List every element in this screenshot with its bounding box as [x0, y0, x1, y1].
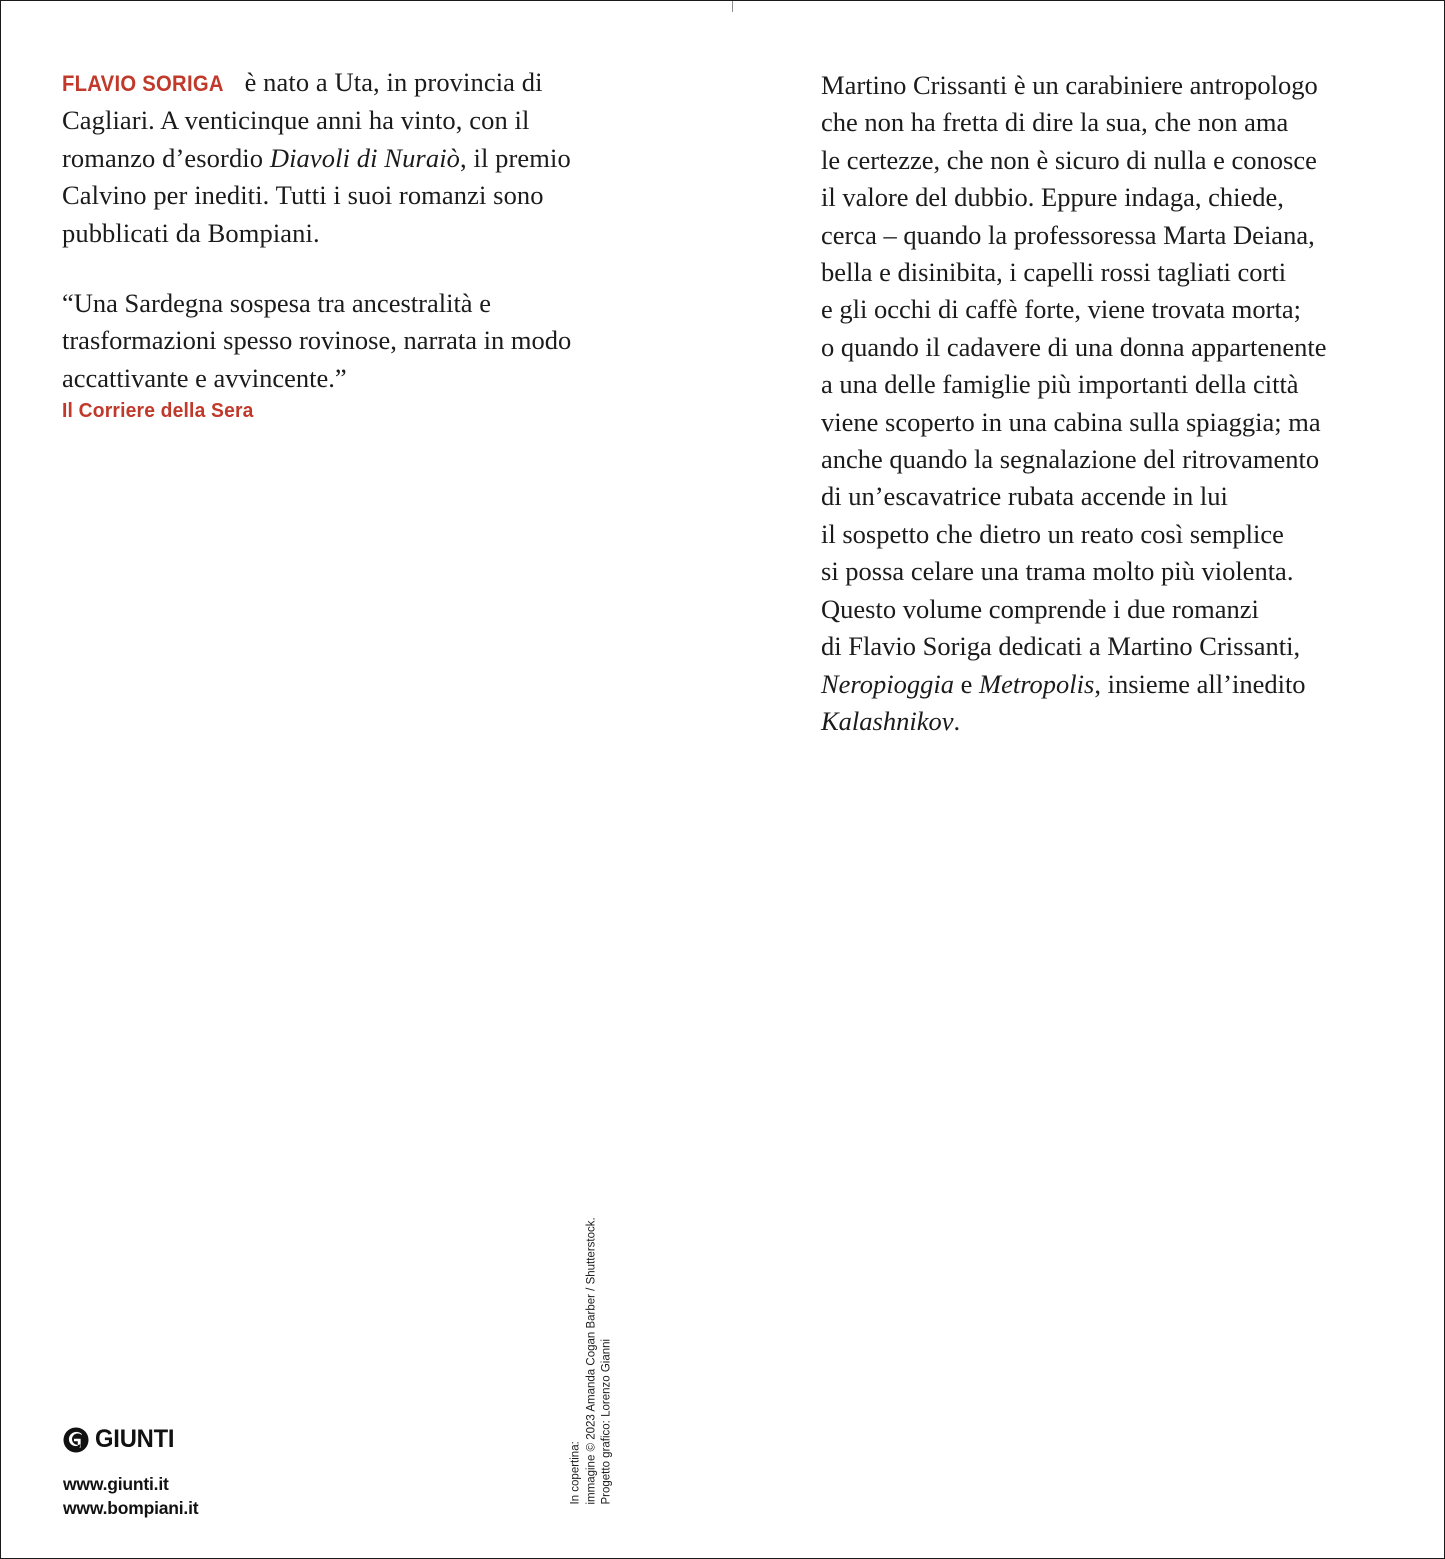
book-title-diavoli-di-nuraio: Diavoli di Nuraiò: [269, 142, 461, 173]
blurb-line-7: e gli occhi di caffè forte, viene trovata morta;: [821, 294, 1301, 325]
author-bio-line-3-post: ,: [460, 142, 467, 173]
credits-line-2: immagine © 2023 Amanda Cogan Barber / Shutterstock.: [585, 1216, 597, 1504]
blurb-line-17-post: , insieme all’inedito: [1094, 668, 1306, 699]
press-quote-block: [62, 285, 607, 423]
left-column: [62, 64, 607, 423]
author-bio-line-5: romanzi sono pubblicati da Bompiani.: [62, 180, 544, 248]
blurb-line-5: cerca – quando la professoressa Marta Deiana,: [821, 219, 1315, 250]
author-bio-line-3-pre: con il romanzo d’esordio: [62, 105, 530, 173]
url-bompiani[interactable]: www.bompiani.it: [63, 1498, 199, 1518]
blurb-line-8: o quando il cadavere di una donna appartenente: [821, 331, 1327, 362]
publisher-block: [63, 1425, 198, 1520]
blurb-line-14: si possa celare una trama molto più violenta.: [821, 556, 1294, 587]
press-quote-text: [62, 285, 607, 397]
author-name: FLAVIO SORIGA: [62, 71, 224, 96]
blurb-line-16: di Flavio Soriga dedicati a Martino Crissanti,: [821, 631, 1301, 662]
right-column: [821, 67, 1401, 740]
press-quote-line-3: in modo accattivante e avvincente.”: [62, 325, 572, 393]
blurb-line-15: Questo volume comprende i due romanzi: [821, 593, 1259, 624]
publisher-name: GIUNTI: [95, 1425, 175, 1453]
publisher-urls: [63, 1472, 198, 1520]
book-title-neropioggia: Neropioggia: [821, 668, 954, 699]
blurb-line-6: bella e disinibita, i capelli rossi tagliati corti: [821, 257, 1287, 288]
blurb-line-12: di un’escavatrice rubata accende in lui: [821, 481, 1228, 512]
author-bio-line-2: di Cagliari. A venticinque anni ha vinto,: [62, 67, 543, 136]
book-blurb: [821, 67, 1401, 740]
blurb-line-3: le certezze, che non è sicuro di nulla e conosce: [821, 144, 1317, 175]
cover-credits: [569, 1217, 616, 1504]
blurb-line-4: il valore del dubbio. Eppure indaga, chiede,: [821, 182, 1284, 213]
blurb-line-17-mid: e: [954, 668, 980, 699]
author-bio-line-4: il premio Calvino per inediti. Tutti i suoi: [62, 142, 571, 211]
blurb-line-10: viene scoperto in una cabina sulla spiaggia; ma: [821, 406, 1321, 437]
press-quote-line-2: e trasformazioni spesso rovinose, narrata: [62, 288, 491, 356]
blurb-line-2: che non ha fretta di dire la sua, che non ama: [821, 107, 1289, 138]
publisher-logo: [63, 1425, 198, 1454]
author-bio: [62, 64, 607, 252]
blurb-line-18: [821, 703, 1401, 740]
blurb-line-18-post: .: [953, 705, 961, 736]
author-bio-line-1: è nato a Uta, in provincia: [237, 67, 516, 97]
press-quote-line-1: “Una Sardegna sospesa tra ancestralità: [62, 288, 473, 319]
giunti-circle-logo-icon: [63, 1427, 89, 1453]
book-title-kalashnikov: Kalashnikov: [821, 705, 954, 736]
blurb-line-9: a una delle famiglie più importanti della città: [821, 369, 1299, 400]
blurb-line-1: Martino Crissanti è un carabiniere antropologo: [821, 70, 1318, 100]
url-giunti[interactable]: www.giunti.it: [63, 1474, 169, 1494]
credits-line-1: In copertina:: [569, 1440, 582, 1504]
blurb-line-17: [821, 666, 1401, 703]
blurb-line-11: anche quando la segnalazione del ritrovamento: [821, 444, 1320, 475]
blurb-line-13: il sospetto che dietro un reato così semplice: [821, 518, 1284, 549]
book-title-metropolis: Metropolis: [979, 668, 1095, 699]
crop-mark-tick: [732, 1, 733, 12]
press-quote-source: Il Corriere della Sera: [62, 399, 254, 423]
credits-line-3: Progetto grafico: Lorenzo Gianni: [600, 1338, 613, 1504]
